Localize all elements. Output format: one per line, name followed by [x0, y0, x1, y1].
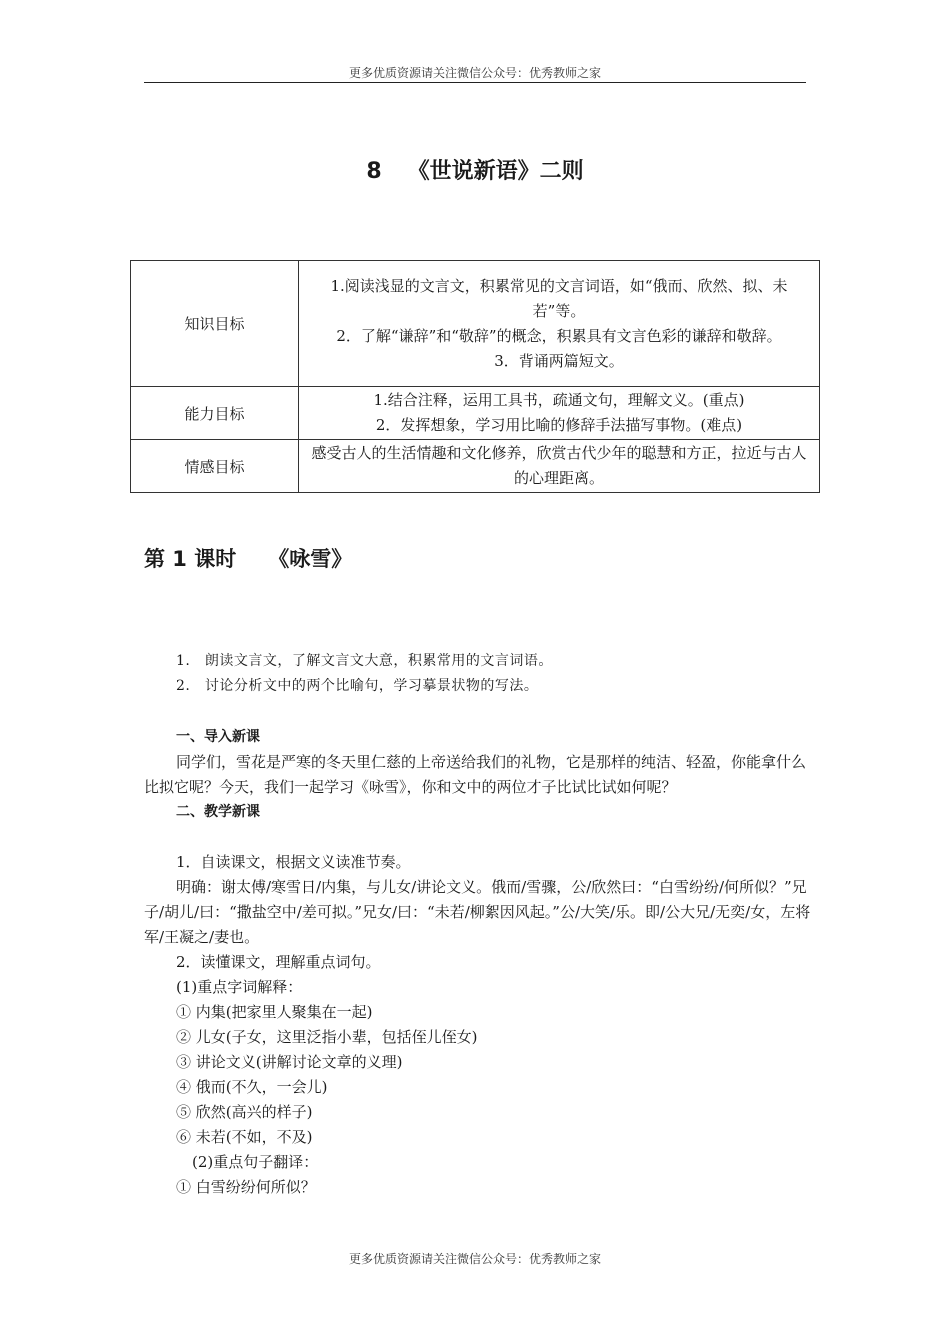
word-item: ⑤ 欣然(高兴的样子): [176, 1103, 313, 1121]
lesson-label: 第 1 课时: [144, 547, 237, 571]
goal-content: [299, 387, 820, 440]
section-heading: 一、导入新课: [176, 729, 260, 745]
sub-heading: (1)重点字词解释：: [176, 978, 303, 996]
goal-line: 1.结合注释，运用工具书，疏通文句，理解文义。(重点): [373, 391, 745, 409]
title-number: 8: [366, 159, 382, 184]
page-header: 更多优质资源请关注微信公众号：优秀教师之家: [348, 66, 601, 80]
clarify-paragraph: 明确：谢太傅/寒雪日/内集，与儿女/讲论文义。俄而/雪骤，公/欣然曰：“白雪纷纷/何所似？”兄子/胡儿/曰：“撒盐空中/差可拟。”兄女/曰：“未若/柳絮因风起。”公/大笑/乐。即/公大兄/无奕/女，左将军/王凝之/妻也。: [144, 878, 811, 946]
goal-label: 情感目标: [131, 440, 299, 493]
word-item: ⑥ 未若(不如，不及): [176, 1128, 313, 1146]
goal-row-knowledge: [131, 261, 820, 387]
goal-label: 知识目标: [131, 261, 299, 387]
goal-content: [299, 440, 820, 493]
page-footer: 更多优质资源请关注微信公众号：优秀教师之家: [348, 1252, 601, 1266]
lesson-body: [144, 725, 814, 1200]
goal-line: 感受古人的生活情趣和文化修养，欣赏古代少年的聪慧和方正，拉近与古人的心理距离。: [311, 444, 807, 487]
word-item: ① 内集(把家里人聚集在一起): [176, 1003, 373, 1021]
intro-paragraph: 同学们，雪花是严寒的冬天里仁慈的上帝送给我们的礼物，它是那样的纯洁、轻盈，你能拿什么比拟它呢？今天，我们一起学习《咏雪》，你和文中的两位才子比试比试如何呢？: [144, 753, 807, 796]
sentence-item: ① 白雪纷纷何所似？: [176, 1178, 316, 1196]
word-item: ② 儿女(子女，这里泛指小辈，包括侄儿侄女): [176, 1028, 478, 1046]
goal-content: [299, 261, 820, 387]
lesson-heading: [144, 543, 352, 573]
step-text: 1．自读课文，根据文义读准节奏。: [176, 853, 411, 871]
objective-item: 1. 朗读文言文，了解文言文大意，积累常用的文言词语。: [176, 653, 553, 669]
goals-table: [130, 260, 820, 493]
word-item: ③ 讲论文义(讲解讨论文章的义理): [176, 1053, 403, 1071]
word-item: ④ 俄而(不久，一会儿): [176, 1078, 328, 1096]
goal-line: 2．了解“谦辞”和“敬辞”的概念，积累具有文言色彩的谦辞和敬辞。: [336, 326, 782, 345]
title-text: 《世说新语》二则: [407, 159, 584, 184]
lesson-title: 《咏雪》: [268, 547, 353, 571]
sub-heading: (2)重点句子翻译：: [192, 1153, 319, 1171]
section-heading: 二、教学新课: [176, 804, 260, 820]
goal-line: 3．背诵两篇短文。: [494, 351, 624, 370]
goal-row-ability: [131, 387, 820, 440]
objective-item: 2. 讨论分析文中的两个比喻句，学习摹景状物的写法。: [176, 678, 539, 694]
goal-row-emotion: [131, 440, 820, 493]
goal-label: 能力目标: [131, 387, 299, 440]
goal-line: 1.阅读浅显的文言文，积累常见的文言词语，如“俄而、欣然、拟、未若”等。: [330, 276, 788, 320]
page-title: [0, 154, 950, 185]
header-rule: [144, 82, 806, 83]
goal-line: 2．发挥想象，学习用比喻的修辞手法描写事物。(难点): [375, 416, 743, 434]
step-text: 2．读懂课文，理解重点词句。: [176, 953, 381, 971]
